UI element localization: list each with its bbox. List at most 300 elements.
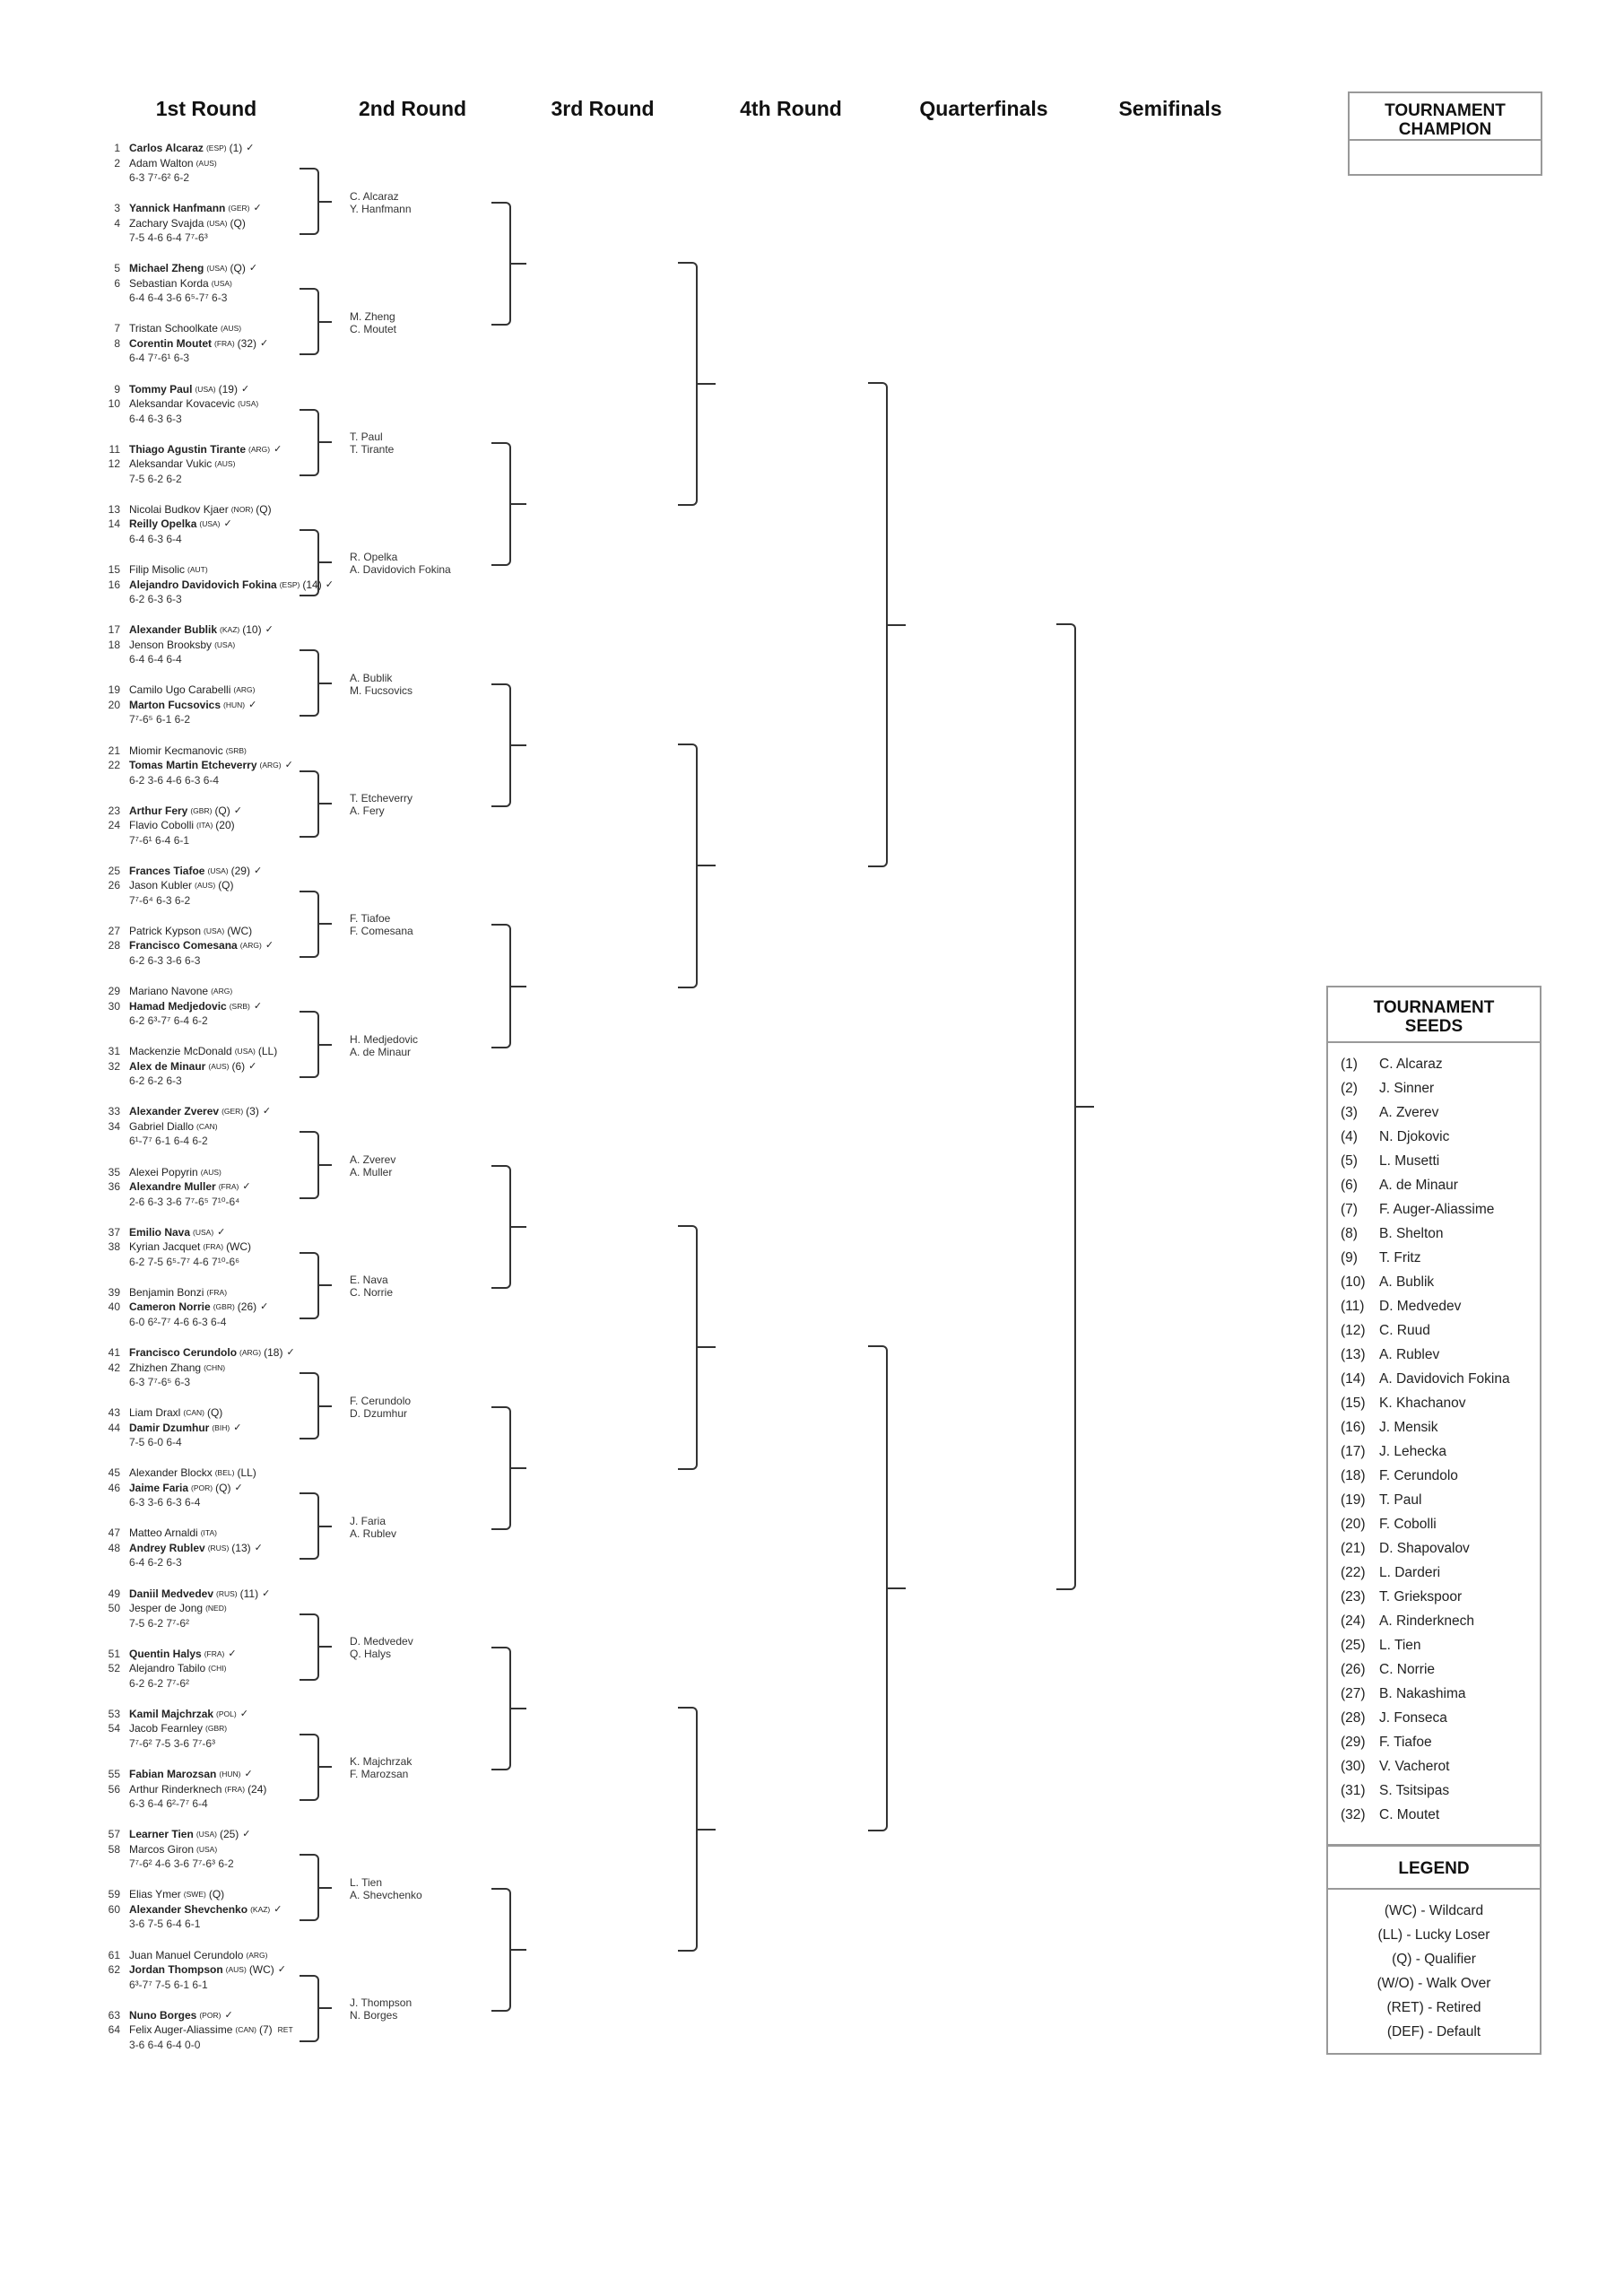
winner-check-icon: ✓ — [262, 1587, 271, 1599]
seed-label: (LL) — [257, 1045, 278, 1058]
draw-number: 36 — [108, 1180, 120, 1194]
match-score: 6-4 6-3 6-4 — [129, 532, 182, 545]
seed-player: T. Paul — [1379, 1492, 1422, 1508]
match-score: 6³-7⁷ 7-5 6-1 6-1 — [129, 1978, 208, 1991]
first-round-match — [99, 1707, 359, 1752]
player-name: F. Tiafoe — [350, 912, 391, 926]
bracket-line — [300, 288, 319, 355]
match-score: 6-3 3-6 6-3 6-4 — [129, 1496, 201, 1509]
draw-number: 6 — [114, 276, 120, 290]
draw-number: 25 — [108, 864, 120, 877]
player-row — [99, 1842, 359, 1857]
draw-number: 15 — [108, 563, 120, 577]
country-code: (ARG) — [239, 941, 262, 951]
player-name: R. Opelka — [350, 551, 398, 564]
seed-player: T. Fritz — [1379, 1250, 1421, 1265]
seeds-title: TOURNAMENT SEEDS — [1328, 987, 1540, 1043]
bracket-tick — [319, 803, 332, 804]
player-row — [99, 321, 359, 336]
country-code: (AUS) — [200, 1167, 221, 1177]
player-row — [99, 1902, 359, 1918]
winner-check-icon: ✓ — [253, 1000, 263, 1012]
bracket-tick — [319, 1887, 332, 1889]
bracket-tick — [319, 441, 332, 443]
player-row — [99, 1104, 359, 1119]
first-round-match — [99, 683, 359, 727]
seed-number: (19) — [1341, 1492, 1366, 1508]
draw-number: 24 — [108, 819, 120, 832]
header-1st-round: 1st Round — [155, 97, 257, 120]
player-name: A. Fery — [350, 804, 385, 818]
player-name: Jenson Brooksby — [129, 638, 213, 651]
draw-number: 47 — [108, 1526, 120, 1540]
draw-number: 29 — [108, 985, 120, 998]
draw-number: 52 — [108, 1662, 120, 1675]
player-name: Jacob Fearnley — [129, 1722, 204, 1735]
seed-player: T. Griekspoor — [1379, 1589, 1463, 1605]
first-round-match — [99, 442, 359, 487]
bracket-line — [678, 262, 698, 507]
first-round-match — [99, 1285, 359, 1330]
match-score: 7-5 6-2 7⁷-6² — [129, 1616, 190, 1630]
first-round-match — [99, 1104, 359, 1149]
seed-label: (11) — [239, 1587, 259, 1600]
seed-number: (31) — [1341, 1783, 1366, 1798]
winner-check-icon: ✓ — [260, 337, 269, 349]
draw-number: 49 — [108, 1587, 120, 1600]
draw-number: 8 — [114, 336, 120, 350]
first-round-match — [99, 804, 359, 848]
winner-check-icon: ✓ — [274, 1903, 282, 1915]
bracket-line — [300, 1734, 319, 1801]
player-row — [99, 1179, 359, 1195]
second-round-pair — [350, 551, 451, 576]
second-round-pair — [350, 1153, 395, 1178]
seed-label: (25) — [219, 1828, 239, 1841]
seed-label: (32) — [237, 336, 257, 350]
seed-row — [1341, 1633, 1540, 1657]
player-name: Aleksandar Kovacevic — [129, 397, 236, 411]
player-row — [99, 924, 359, 939]
match-score: 6-2 6-3 3-6 6-3 — [129, 953, 201, 967]
seed-label: (3) — [246, 1105, 259, 1118]
winner-check-icon: ✓ — [239, 1708, 248, 1719]
player-row — [99, 382, 359, 397]
seed-number: (29) — [1341, 1735, 1366, 1750]
country-code: (ARG) — [246, 1950, 268, 1960]
second-round-pair — [350, 430, 394, 456]
seed-label: (WC) — [248, 1963, 274, 1976]
player-name: Nicolai Budkov Kjaer — [129, 502, 229, 516]
bracket-tick — [319, 1044, 332, 1046]
player-name: A. Zverev — [350, 1152, 396, 1166]
seed-number: (14) — [1341, 1371, 1366, 1387]
bracket-tick — [319, 201, 332, 203]
seed-label: (29) — [230, 864, 250, 877]
country-code: (ARG) — [239, 1348, 262, 1357]
player-name: Filip Misolic — [129, 563, 186, 577]
player-name: J. Faria — [350, 1514, 386, 1527]
draw-number: 30 — [108, 999, 120, 1013]
winner-check-icon: ✓ — [265, 624, 274, 636]
player-name: A. de Minaur — [350, 1045, 412, 1058]
country-code: (USA) — [199, 519, 221, 529]
draw-number: 57 — [108, 1828, 120, 1841]
player-name: Emilio Nava — [129, 1225, 191, 1239]
seed-row — [1341, 1391, 1540, 1415]
draw-number: 62 — [108, 1963, 120, 1976]
player-name: Alexander Bublik — [129, 623, 218, 637]
match-score: 7⁷-6⁴ 6-3 6-2 — [129, 893, 191, 907]
player-name: Daniil Medvedev — [129, 1587, 214, 1600]
winner-check-icon: ✓ — [286, 1347, 295, 1358]
bracket-line — [678, 1225, 698, 1470]
second-round-pair — [350, 1515, 396, 1540]
country-code: (SRB) — [225, 745, 247, 755]
seed-row — [1341, 1100, 1540, 1125]
bracket-tick — [698, 865, 716, 866]
country-code: (GER) — [228, 204, 250, 213]
bracket-line — [491, 924, 511, 1048]
player-name: Fabian Marozsan — [129, 1768, 217, 1781]
player-row — [99, 156, 359, 171]
player-row — [99, 1225, 359, 1240]
seed-number: (13) — [1341, 1347, 1366, 1362]
bracket-line — [491, 683, 511, 807]
draw-number: 39 — [108, 1285, 120, 1299]
country-code: (AUS) — [208, 1061, 230, 1071]
country-code: (BEL) — [214, 1468, 235, 1478]
country-code: (GBR) — [190, 805, 213, 815]
player-name: Alejandro Tabilo — [129, 1662, 206, 1675]
country-code: (KAZ) — [220, 625, 240, 635]
winner-check-icon: ✓ — [277, 1964, 287, 1975]
first-round-match — [99, 1526, 359, 1570]
player-row — [99, 1887, 359, 1902]
match-score: 6-0 6²-7⁷ 4-6 6-3 6-4 — [129, 1315, 227, 1328]
bracket-tick — [319, 2007, 332, 2009]
winner-check-icon: ✓ — [248, 263, 258, 274]
first-round-match — [99, 2008, 359, 2053]
player-name: M. Zheng — [350, 309, 395, 323]
player-name: Elias Ymer — [129, 1888, 181, 1901]
player-row — [99, 517, 359, 532]
bracket-line — [491, 1165, 511, 1289]
country-code: (FRA) — [214, 338, 235, 348]
draw-number: 53 — [108, 1707, 120, 1720]
player-row — [99, 758, 359, 773]
seed-row — [1341, 1125, 1540, 1149]
country-code: (ITA) — [196, 821, 213, 831]
winner-check-icon: ✓ — [224, 2009, 233, 2021]
player-row — [99, 804, 359, 819]
player-name: Francisco Comesana — [129, 939, 238, 952]
bracket-tick — [698, 1829, 716, 1831]
seed-number: (15) — [1341, 1396, 1366, 1411]
player-row — [99, 1119, 359, 1135]
country-code: (AUS) — [195, 881, 216, 891]
player-name: Thiago Agustin Tirante — [129, 442, 247, 456]
first-round-match — [99, 1465, 359, 1510]
legend-title: LEGEND — [1328, 1847, 1540, 1890]
player-name: Zhizhen Zhang — [129, 1361, 202, 1374]
bracket-line — [300, 1011, 319, 1078]
bracket-line — [1056, 623, 1076, 1590]
bracket-tick — [698, 1346, 716, 1348]
match-score: 6-2 6-2 7⁷-6² — [129, 1676, 190, 1690]
seed-row — [1341, 1730, 1540, 1754]
player-name: Sebastian Korda — [129, 276, 209, 290]
player-name: Tristan Schoolkate — [129, 322, 218, 335]
seed-number: (9) — [1341, 1250, 1358, 1265]
player-name: Alexander Zverev — [129, 1105, 220, 1118]
draw-number: 11 — [109, 442, 120, 456]
player-row — [99, 457, 359, 472]
player-name: Mariano Navone — [129, 985, 209, 998]
draw-number: 59 — [108, 1888, 120, 1901]
seed-label: (WC) — [226, 1240, 252, 1254]
bracket-tick — [888, 1587, 906, 1589]
seed-player: C. Alcaraz — [1379, 1057, 1443, 1072]
draw-number: 54 — [108, 1722, 120, 1735]
seed-number: (21) — [1341, 1541, 1366, 1556]
match-score: 7-5 6-2 6-2 — [129, 472, 182, 485]
country-code: (AUS) — [225, 1965, 247, 1974]
seed-player: L. Tien — [1379, 1638, 1421, 1653]
first-round-match — [99, 1647, 359, 1692]
seed-label: (LL) — [237, 1466, 256, 1480]
seed-number: (26) — [1341, 1662, 1366, 1677]
winner-check-icon: ✓ — [260, 1301, 269, 1313]
country-code: (CAN) — [196, 1121, 218, 1131]
seed-player: F. Tiafoe — [1379, 1735, 1432, 1750]
bracket-line — [300, 168, 319, 235]
match-score: 6-4 6-2 6-3 — [129, 1556, 182, 1570]
bracket-line — [491, 202, 511, 326]
draw-number: 17 — [108, 623, 120, 637]
seed-label: (7) — [258, 2023, 273, 2037]
seed-number: (6) — [1341, 1178, 1358, 1193]
draw-number: 16 — [108, 578, 120, 591]
player-row — [99, 396, 359, 412]
bracket-tick — [319, 321, 332, 323]
draw-number: 44 — [108, 1421, 120, 1434]
draw-number: 61 — [108, 1948, 120, 1961]
player-name: Jason Kubler — [129, 879, 193, 892]
bracket-tick — [511, 1467, 526, 1469]
seed-number: (5) — [1341, 1153, 1358, 1169]
country-code: (FRA) — [204, 1648, 225, 1658]
player-row — [99, 984, 359, 999]
player-name: Damir Dzumhur — [129, 1421, 210, 1434]
seed-number: (16) — [1341, 1420, 1366, 1435]
winner-check-icon: ✓ — [242, 1181, 251, 1193]
first-round-match — [99, 1225, 359, 1270]
draw-number: 40 — [108, 1300, 120, 1314]
bracket-tick — [319, 923, 332, 925]
match-score: 6-4 6-3 6-3 — [129, 412, 182, 425]
player-row — [99, 744, 359, 759]
player-name: Liam Draxl — [129, 1406, 181, 1420]
player-row — [99, 1481, 359, 1496]
player-name: Jesper de Jong — [129, 1602, 204, 1615]
winner-check-icon: ✓ — [223, 518, 232, 530]
bracket-line — [300, 409, 319, 476]
match-score: 6-3 7⁷-6² 6-2 — [129, 171, 190, 184]
seed-player: F. Auger-Aliassime — [1379, 1202, 1495, 1217]
match-score: 7⁷-6¹ 6-4 6-1 — [129, 833, 190, 847]
draw-number: 27 — [108, 924, 120, 937]
seed-number: (30) — [1341, 1759, 1366, 1774]
seed-label: (Q) — [218, 879, 234, 892]
bracket-line — [300, 1975, 319, 2042]
seed-player: V. Vacherot — [1379, 1759, 1450, 1774]
bracket-tick — [698, 383, 716, 385]
seed-label: (WC) — [227, 924, 253, 937]
seeds-list — [1328, 1043, 1540, 1827]
seed-label: (6) — [231, 1059, 246, 1073]
winner-check-icon: ✓ — [274, 443, 282, 455]
player-name: Alex de Minaur — [129, 1059, 206, 1073]
seed-label: (Q) — [206, 1406, 223, 1420]
player-name: C. Alcaraz — [350, 189, 399, 203]
player-name: C. Norrie — [350, 1286, 394, 1300]
winner-check-icon: ✓ — [253, 865, 263, 876]
seed-number: (2) — [1341, 1081, 1358, 1096]
player-row — [99, 336, 359, 352]
country-code: (HUN) — [219, 1770, 241, 1779]
seed-label: (1) — [229, 142, 243, 154]
country-code: (USA) — [207, 865, 229, 875]
country-code: (USA) — [195, 384, 216, 394]
bracket-tick — [511, 1226, 526, 1228]
second-round-pair — [350, 672, 413, 697]
country-code: (POR) — [191, 1483, 213, 1492]
player-row — [99, 1526, 359, 1541]
player-name: Tomas Martin Etcheverry — [129, 759, 257, 771]
retired-note: RET — [277, 2025, 293, 2035]
player-name: Alexei Popyrin — [129, 1165, 198, 1178]
player-name: C. Moutet — [350, 322, 397, 335]
draw-number: 26 — [108, 879, 120, 892]
seed-number: (27) — [1341, 1686, 1366, 1701]
bracket-line — [868, 382, 888, 867]
bracket-tick — [319, 1766, 332, 1768]
player-row — [99, 878, 359, 893]
header-3rd-round: 3rd Round — [551, 97, 655, 120]
legend-item: (RET) - Retired — [1386, 2000, 1481, 2015]
draw-number: 46 — [108, 1481, 120, 1494]
draw-number: 64 — [108, 2023, 120, 2037]
country-code: (USA) — [206, 264, 228, 274]
bracket-tick — [319, 1526, 332, 1527]
player-name: Miomir Kecmanovic — [129, 744, 223, 757]
match-score: 6-4 6-4 3-6 6⁵-7⁷ 6-3 — [129, 291, 228, 305]
player-row — [99, 1962, 359, 1978]
seed-row — [1341, 1052, 1540, 1076]
seed-row — [1341, 1803, 1540, 1827]
country-code: (FRA) — [206, 1287, 228, 1297]
seed-row — [1341, 1561, 1540, 1585]
legend-item: (LL) - Lucky Loser — [1377, 1927, 1490, 1943]
draw-number: 1 — [114, 142, 120, 154]
match-score: 3-6 6-4 6-4 0-0 — [129, 2038, 201, 2051]
draw-number: 31 — [108, 1045, 120, 1058]
draw-number: 4 — [114, 216, 120, 230]
country-code: (SWE) — [183, 1890, 206, 1900]
draw-number: 45 — [108, 1466, 120, 1480]
seed-number: (18) — [1341, 1468, 1366, 1483]
winner-check-icon: ✓ — [246, 143, 255, 153]
match-score: 6-2 7-5 6⁵-7⁷ 4-6 7¹⁰-6⁶ — [129, 1255, 240, 1268]
legend-item: (W/O) - Walk Over — [1376, 1976, 1491, 1991]
player-name: Alejandro Davidovich Fokina — [129, 578, 277, 591]
country-code: (USA) — [238, 399, 259, 409]
match-score: 7⁷-6⁵ 6-1 6-2 — [129, 713, 191, 726]
seed-number: (25) — [1341, 1638, 1366, 1653]
seed-player: J. Sinner — [1379, 1081, 1435, 1096]
seed-player: J. Fonseca — [1379, 1710, 1447, 1726]
bracket-tick — [511, 1949, 526, 1951]
player-row — [99, 1948, 359, 1963]
champion-title: TOURNAMENT CHAMPION — [1350, 93, 1541, 141]
draw-number: 33 — [108, 1105, 120, 1118]
seed-row — [1341, 1706, 1540, 1730]
first-round-match — [99, 382, 359, 427]
country-code: (USA) — [211, 278, 232, 288]
player-row — [99, 502, 359, 517]
first-round-match — [99, 1587, 359, 1631]
player-name: Gabriel Diallo — [129, 1119, 195, 1133]
player-name: Patrick Kypson — [129, 924, 202, 937]
seed-number: (20) — [1341, 1517, 1366, 1532]
player-row — [99, 562, 359, 578]
player-name: H. Medjedovic — [350, 1032, 419, 1046]
country-code: (USA) — [214, 639, 236, 649]
player-row — [99, 578, 359, 593]
draw-number: 60 — [108, 1902, 120, 1916]
player-name: Arthur Rinderknech — [129, 1782, 222, 1796]
draw-number: 23 — [108, 804, 120, 817]
country-code: (SRB) — [229, 1001, 250, 1011]
player-name: Jaime Faria — [129, 1481, 189, 1494]
country-code: (GBR) — [213, 1302, 235, 1312]
seed-row — [1341, 1609, 1540, 1633]
first-round-match — [99, 1345, 359, 1390]
player-row — [99, 999, 359, 1014]
seed-row — [1341, 1779, 1540, 1803]
draw-number: 28 — [108, 939, 120, 952]
player-name: Y. Hanfmann — [350, 202, 412, 215]
seed-number: (17) — [1341, 1444, 1366, 1459]
country-code: (USA) — [234, 1047, 256, 1057]
match-score: 3-6 7-5 6-4 6-1 — [129, 1918, 201, 1931]
seed-label: (Q) — [230, 262, 246, 275]
seed-row — [1341, 1536, 1540, 1561]
legend-item: (DEF) - Default — [1386, 2024, 1481, 2039]
seed-label: (24) — [248, 1782, 267, 1796]
bracket-line — [300, 1252, 319, 1319]
player-name: F. Comesana — [350, 925, 413, 938]
seed-player: S. Tsitsipas — [1379, 1783, 1450, 1798]
player-row — [99, 698, 359, 713]
seed-label: (19) — [218, 382, 238, 396]
player-row — [99, 1707, 359, 1722]
bracket-tick — [319, 1405, 332, 1407]
seed-row — [1341, 1197, 1540, 1222]
header-4th-round: 4th Round — [740, 97, 842, 120]
player-row — [99, 1661, 359, 1676]
